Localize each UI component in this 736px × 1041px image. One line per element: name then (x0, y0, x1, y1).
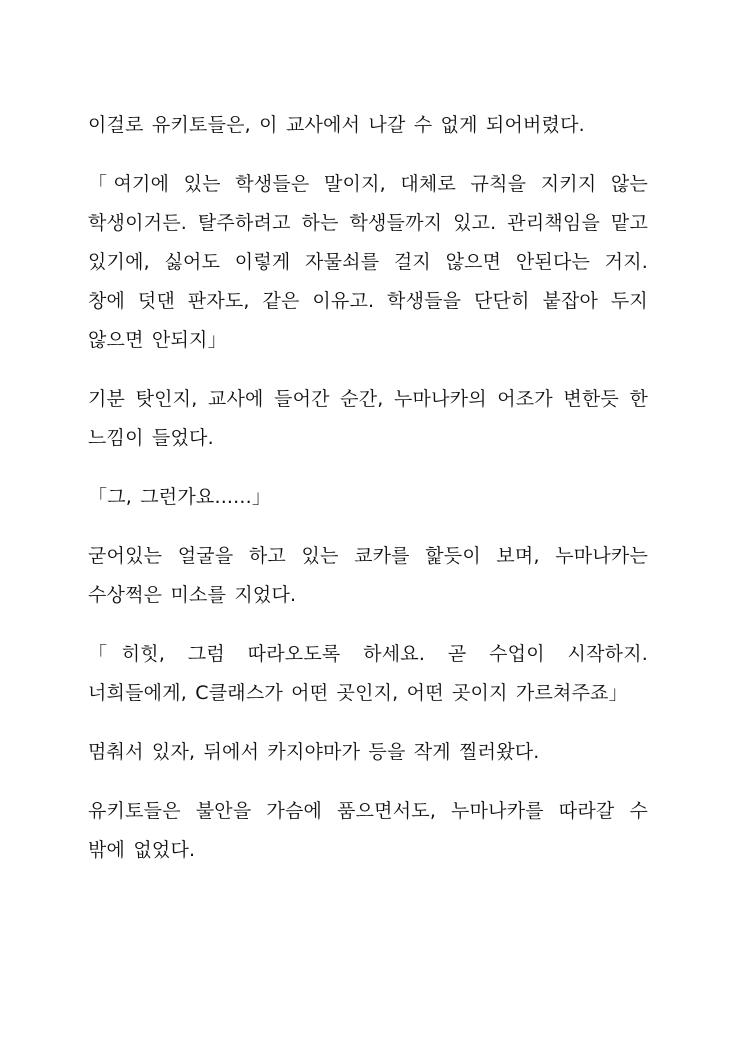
paragraph-5: 굳어있는 얼굴을 하고 있는 쿄카를 핥듯이 보며, 누마나카는 수상쩍은 미소를 지었다. (88, 545, 648, 606)
paragraph-1: 이걸로 유키토들은, 이 교사에서 나갈 수 없게 되어버렸다. (88, 114, 585, 136)
paragraph-2: 「여기에 있는 학생들은 말이지, 대체로 규칙을 지키지 않는 학생이거든. 탈주하려고 하는 학생들까지 있고. 관리책임을 맡고 있기에, 싫어도 이렇게 자물쇠를 걸지 않으면 안된다는 거지. 창에 덧댄 판자도, 같은 이유고. 학생들을 단단히 붙잡아 두지 않으면 안되지」 (88, 173, 648, 351)
paragraph-3: 기분 탓인지, 교사에 들어간 순간, 누마나카의 어조가 변한듯 한 느낌이 들었다. (88, 388, 648, 449)
paragraph-7: 멈춰서 있자, 뒤에서 카지야마가 등을 작게 찔러왔다. (88, 741, 540, 763)
document-page (88, 106, 648, 890)
paragraph-4: 「그, 그런가요......」 (88, 486, 272, 508)
paragraph-6: 「히힛, 그럼 따라오도록 하세요. 곧 수업이 시작하지. 너희들에게, C클래스가 어떤 곳인지, 어떤 곳이지 가르쳐주죠」 (88, 643, 648, 704)
paragraph-8: 유키토들은 불안을 가슴에 품으면서도, 누마나카를 따라갈 수 밖에 없었다. (88, 800, 648, 861)
